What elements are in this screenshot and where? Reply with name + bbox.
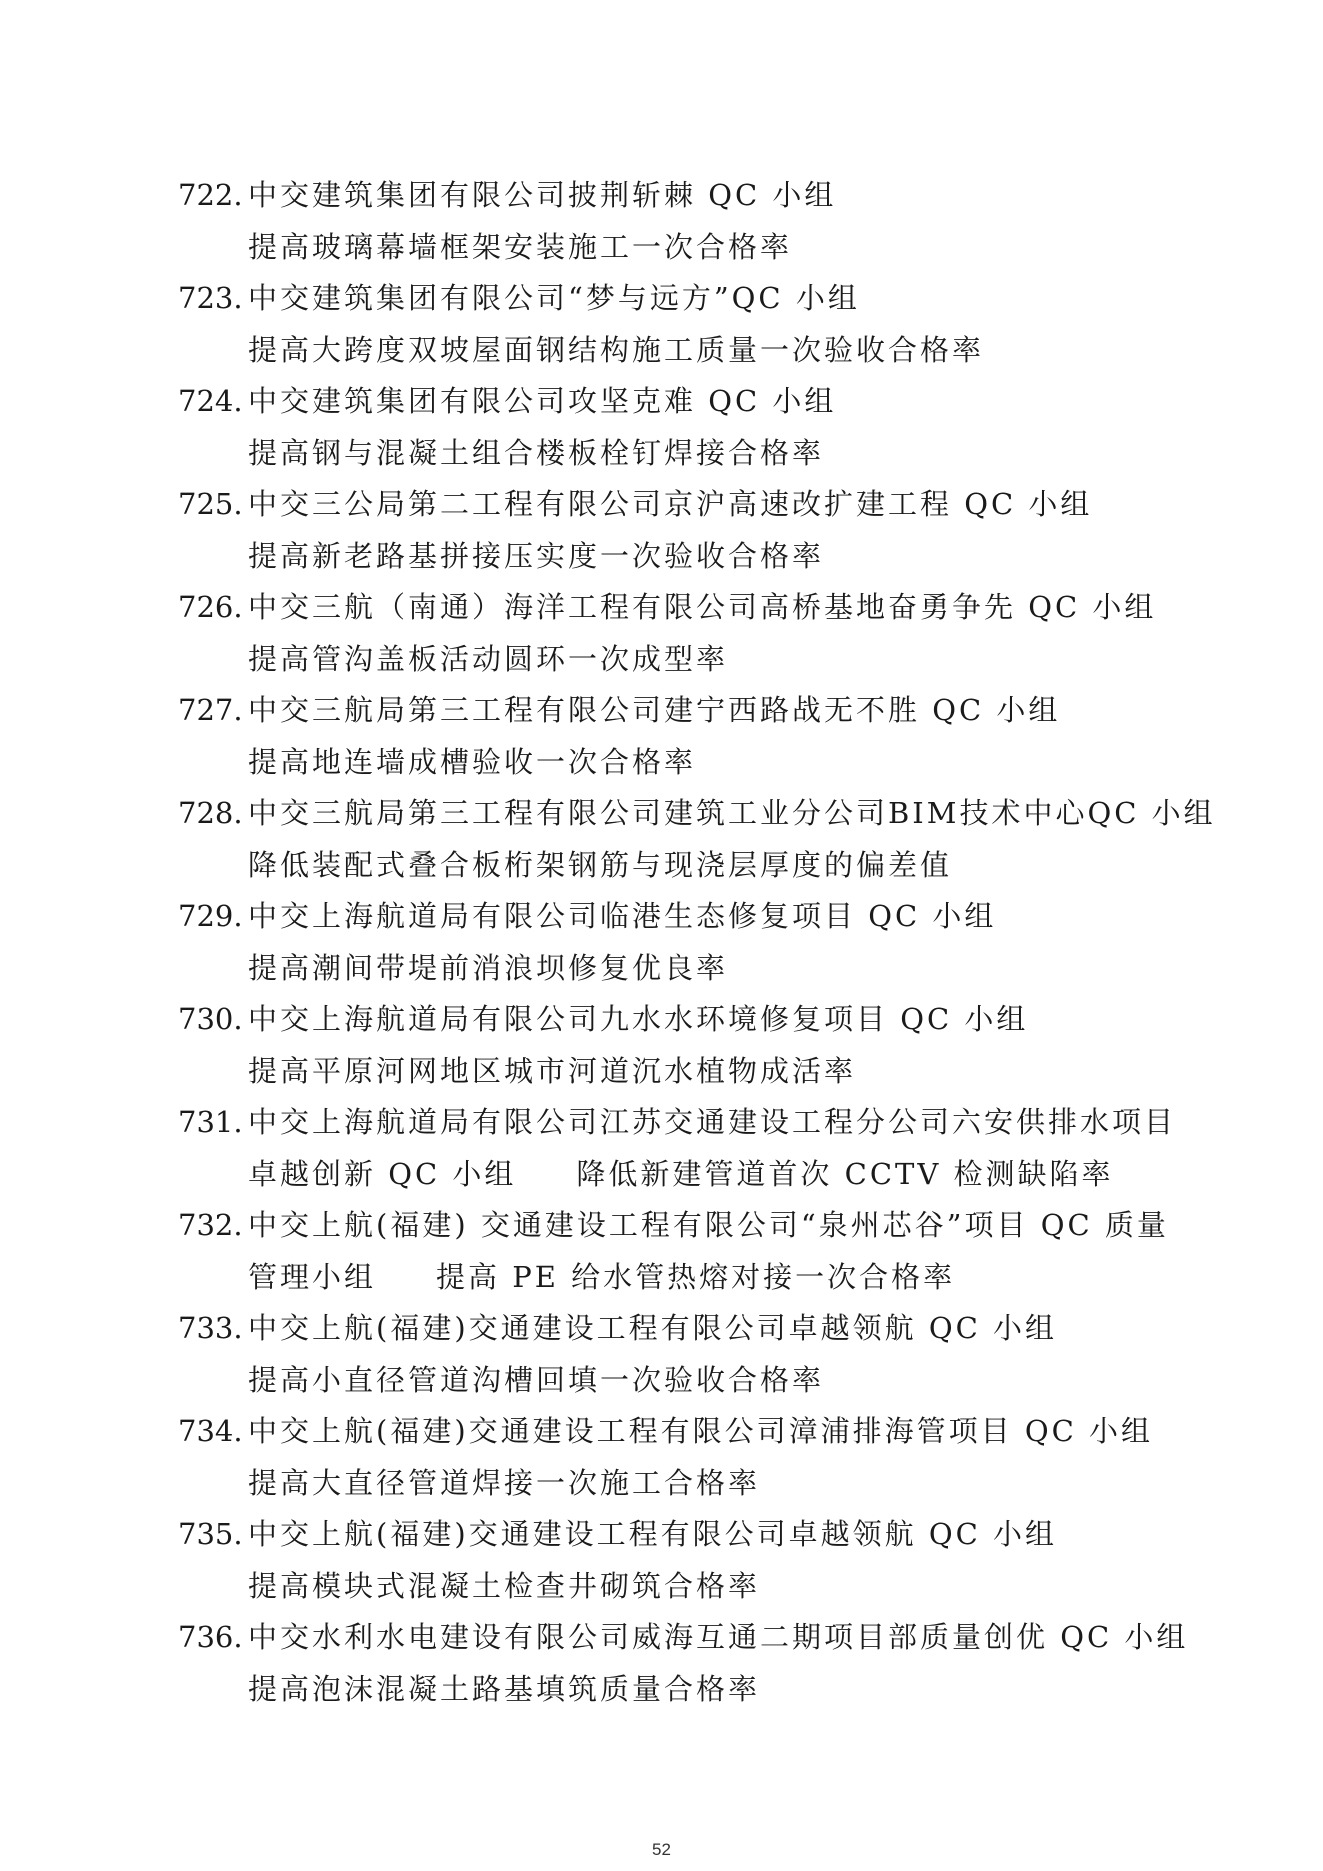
entry-topic: 提高大跨度双坡屋面钢结构施工质量一次验收合格率 bbox=[248, 332, 985, 367]
list-item bbox=[178, 479, 1178, 582]
entry-group-name: 中交水利水电建设有限公司威海互通二期项目部质量创优 QC 小组 bbox=[248, 1620, 1189, 1654]
entry-topic: 提高地连墙成槽验收一次合格率 bbox=[248, 744, 697, 779]
entry-group-name: 中交三航局第三工程有限公司建筑工业分公司BIM技术中心QC 小组 bbox=[248, 796, 1216, 830]
entry-number: 723. bbox=[178, 281, 243, 315]
entry-number: 732. bbox=[178, 1208, 243, 1242]
list-item bbox=[178, 1200, 1178, 1303]
list-item bbox=[178, 1406, 1178, 1509]
list-item bbox=[178, 582, 1178, 685]
entry-number: 736. bbox=[178, 1620, 243, 1654]
list-item bbox=[178, 994, 1178, 1097]
entry-topic: 降低新建管道首次 CCTV 检测缺陷率 bbox=[576, 1156, 1114, 1191]
entry-topic: 提高 PE 给水管热熔对接一次合格率 bbox=[436, 1259, 956, 1294]
entry-group-name: 中交上海航道局有限公司江苏交通建设工程分公司六安供排水项目 bbox=[248, 1105, 1177, 1139]
entry-group-name: 中交上海航道局有限公司临港生态修复项目 QC 小组 bbox=[248, 899, 997, 933]
entry-number: 735. bbox=[178, 1517, 243, 1551]
entry-group-name: 中交上航(福建)交通建设工程有限公司卓越领航 QC 小组 bbox=[248, 1311, 1058, 1345]
list-item bbox=[178, 1509, 1178, 1612]
entry-number: 730. bbox=[178, 1002, 243, 1036]
entry-number: 727. bbox=[178, 693, 243, 727]
entry-topic: 降低装配式叠合板桁架钢筋与现浇层厚度的偏差值 bbox=[248, 847, 953, 882]
entry-topic: 提高模块式混凝土检查井砌筑合格率 bbox=[248, 1568, 761, 1603]
entry-topic: 提高平原河网地区城市河道沉水植物成活率 bbox=[248, 1053, 857, 1088]
list-item bbox=[178, 891, 1178, 994]
entry-group-name: 中交上航(福建) 交通建设工程有限公司“泉州芯谷”项目 QC 质量 bbox=[248, 1208, 1169, 1242]
entry-group-name: 中交三航局第三工程有限公司建宁西路战无不胜 QC 小组 bbox=[248, 693, 1061, 727]
entry-list bbox=[178, 170, 1216, 1715]
entry-group-name: 中交三航（南通）海洋工程有限公司高桥基地奋勇争先 QC 小组 bbox=[248, 590, 1157, 624]
entry-group-name: 中交建筑集团有限公司攻坚克难 QC 小组 bbox=[248, 384, 837, 418]
entry-number: 722. bbox=[178, 178, 243, 212]
entry-number: 724. bbox=[178, 384, 243, 418]
entry-number: 734. bbox=[178, 1414, 243, 1448]
entry-group-name: 中交建筑集团有限公司披荆斩棘 QC 小组 bbox=[248, 178, 837, 212]
entry-group-name-continued: 卓越创新 QC 小组 bbox=[248, 1156, 517, 1191]
list-item bbox=[178, 1612, 1189, 1715]
entry-number: 729. bbox=[178, 899, 243, 933]
entry-number: 726. bbox=[178, 590, 243, 624]
list-item bbox=[178, 788, 1216, 891]
entry-topic: 提高玻璃幕墙框架安装施工一次合格率 bbox=[248, 229, 793, 264]
entry-group-name: 中交上航(福建)交通建设工程有限公司漳浦排海管项目 QC 小组 bbox=[248, 1414, 1154, 1448]
entry-topic: 提高大直径管道焊接一次施工合格率 bbox=[248, 1465, 761, 1500]
list-item bbox=[178, 273, 1178, 376]
list-item bbox=[178, 1303, 1178, 1406]
entry-topic: 提高新老路基拼接压实度一次验收合格率 bbox=[248, 538, 825, 573]
list-item bbox=[178, 1097, 1178, 1200]
entry-group-name-continued: 管理小组 bbox=[248, 1259, 377, 1294]
list-item bbox=[178, 685, 1178, 788]
entry-topic: 提高潮间带堤前消浪坝修复优良率 bbox=[248, 950, 729, 985]
entry-number: 731. bbox=[178, 1105, 243, 1139]
entry-topic: 提高小直径管道沟槽回填一次验收合格率 bbox=[248, 1362, 825, 1397]
list-item bbox=[178, 376, 1178, 479]
entry-group-name: 中交三公局第二工程有限公司京沪高速改扩建工程 QC 小组 bbox=[248, 487, 1093, 521]
entry-topic: 提高管沟盖板活动圆环一次成型率 bbox=[248, 641, 729, 676]
entry-group-name: 中交建筑集团有限公司“梦与远方”QC 小组 bbox=[248, 281, 860, 315]
list-item bbox=[178, 170, 1178, 273]
entry-group-name: 中交上海航道局有限公司九水水环境修复项目 QC 小组 bbox=[248, 1002, 1029, 1036]
entry-group-name: 中交上航(福建)交通建设工程有限公司卓越领航 QC 小组 bbox=[248, 1517, 1058, 1551]
entry-number: 728. bbox=[178, 796, 243, 830]
entry-number: 733. bbox=[178, 1311, 243, 1345]
entry-topic: 提高泡沫混凝土路基填筑质量合格率 bbox=[248, 1671, 761, 1706]
entry-topic: 提高钢与混凝土组合楼板栓钉焊接合格率 bbox=[248, 435, 825, 470]
entry-number: 725. bbox=[178, 487, 243, 521]
page-number: 52 bbox=[652, 1840, 671, 1859]
